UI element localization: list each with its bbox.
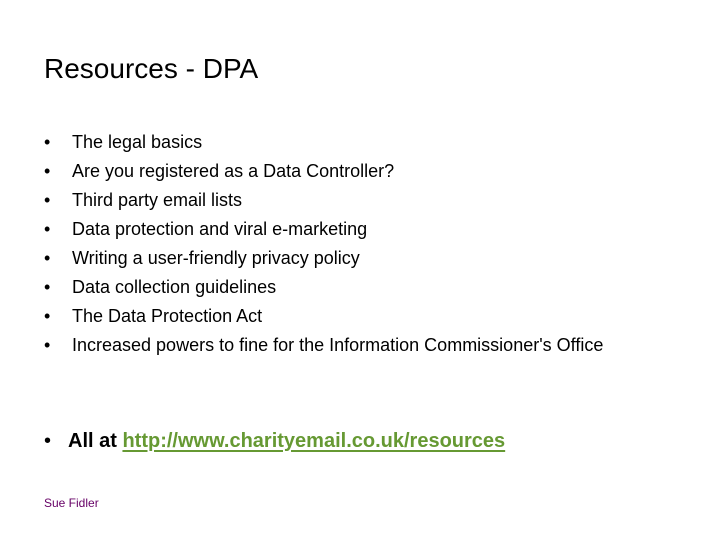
bullet-marker: • bbox=[44, 306, 51, 326]
list-item-text: Data protection and viral e-marketing bbox=[72, 219, 368, 239]
list-item bbox=[44, 304, 684, 328]
list-item bbox=[44, 188, 684, 212]
list-item-text: Are you registered as a Data Controller? bbox=[72, 161, 395, 181]
list-item-text: Data collection guidelines bbox=[72, 277, 277, 297]
list-item bbox=[44, 246, 684, 270]
bullet-marker: • bbox=[44, 248, 51, 268]
bullet-marker: • bbox=[44, 132, 51, 152]
bullet-list bbox=[44, 130, 684, 362]
list-item-text: Writing a user-friendly privacy policy bbox=[72, 248, 360, 268]
list-item bbox=[44, 275, 684, 299]
bullet-marker: • bbox=[44, 335, 51, 355]
slide-title: Resources - DPA bbox=[44, 53, 259, 84]
bullet-marker: • bbox=[44, 190, 51, 210]
list-item-text: The Data Protection Act bbox=[72, 306, 263, 326]
resources-link[interactable]: http://www.charityemail.co.uk/resources bbox=[122, 430, 506, 452]
resources-line bbox=[44, 428, 505, 454]
list-item bbox=[44, 130, 684, 154]
list-item-text: The legal basics bbox=[72, 132, 203, 152]
list-item bbox=[44, 217, 684, 241]
list-item bbox=[44, 159, 684, 183]
resources-prefix: All at bbox=[68, 430, 123, 452]
author-name: Sue Fidler bbox=[44, 496, 99, 510]
bullet-marker: • bbox=[44, 161, 51, 181]
bullet-marker: • bbox=[44, 277, 51, 297]
list-item bbox=[44, 333, 684, 357]
bullet-marker: • bbox=[44, 219, 51, 239]
list-item-text: Increased powers to fine for the Information Commissioner's Office bbox=[72, 335, 604, 355]
bullet-marker: • bbox=[44, 430, 52, 452]
list-item-text: Third party email lists bbox=[72, 190, 243, 210]
